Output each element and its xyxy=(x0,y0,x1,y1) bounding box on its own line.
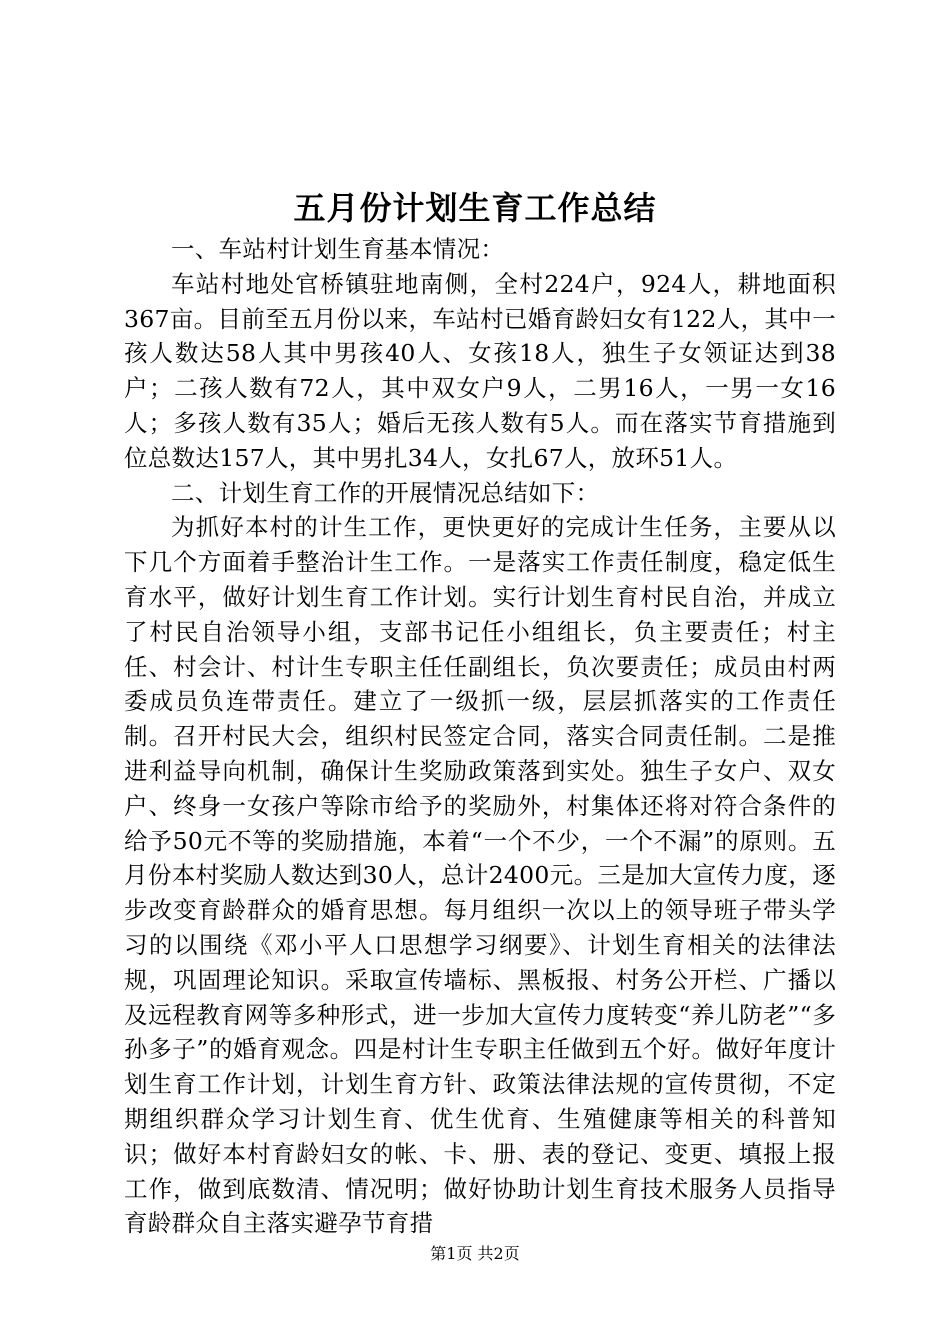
page-footer: 第1页 共2页 xyxy=(430,1244,520,1263)
section-heading-2: 二、计划生育工作的开展情况总结如下： xyxy=(171,478,600,507)
document-title: 五月份计划生育工作总结 xyxy=(293,189,657,227)
section-heading-1: 一、车站村计划生育基本情况： xyxy=(171,235,505,263)
paragraph-work-summary: 为抓好本村的计生工作，更快更好的完成计生任务，主要从以下几个方面着手整治计生工作。一是落实工作责任制度，稳定低生育水平，做好计划生育工作计划。实行计划生育村民自治，并成立了村民自治领导小组，支部书记任小组组长，负主要责任；村主任、村会计、村计生专职主任任副组长，负次要责任；成员由村两委成员负连带责任。建立了一级抓一级，层层抓落实的工作责任制。召开村民大会，组织村民签定合同，落实合同责任制。二是推进利益导向机制，确保计生奖励政策落到实处。独生子女户、双女户、终身一女孩户等除市给予的奖励外，村集体还将对符合条件的给予50元不等的奖励措施，本着“一个不少，一个不漏”的原则。五月份本村奖励人数达到30人，总计2400元。三是加大宣传力度，逐步改变育龄群众的婚育思想。每月组织一次以上的领导班子带头学习的以围绕《邓小平人口思想学习纲要》、计划生育相关的法律法规，巩固理论知识。采取宣传墙标、黑板报、村务公开栏、广播以及远程教育网等多种形式，进一步加大宣传力度转变“养儿防老”“多孙多子”的婚育观念。四是村计生专职主任做到五个好。做好年度计划生育工作计划，计划生育方针、政策法律法规的宣传贯彻，不定期组织群众学习计划生育、优生优育、生殖健康等相关的科普知识；做好本村育龄妇女的帐、卡、册、表的登记、变更、填报上报工作，做到底数清、情况明；做好协助计划生育技术服务人员指导育龄群众自主落实避孕节育措 xyxy=(124,513,836,1238)
document-body xyxy=(124,232,836,1241)
paragraph-basic-situation: 车站村地处官桥镇驻地南侧，全村224户，924人，耕地面积367亩。目前至五月份以来，车站村已婚育龄妇女有122人，其中一孩人数达58人其中男孩40人、女孩18人，独生子女领证达到38户；二孩人数有72人，其中双女户9人，二男16人，一男一女16人；多孩人数有35人；婚后无孩人数有5人。而在落实节育措施到位总数达157人，其中男扎34人，女扎67人，放环51人。 xyxy=(124,269,836,472)
